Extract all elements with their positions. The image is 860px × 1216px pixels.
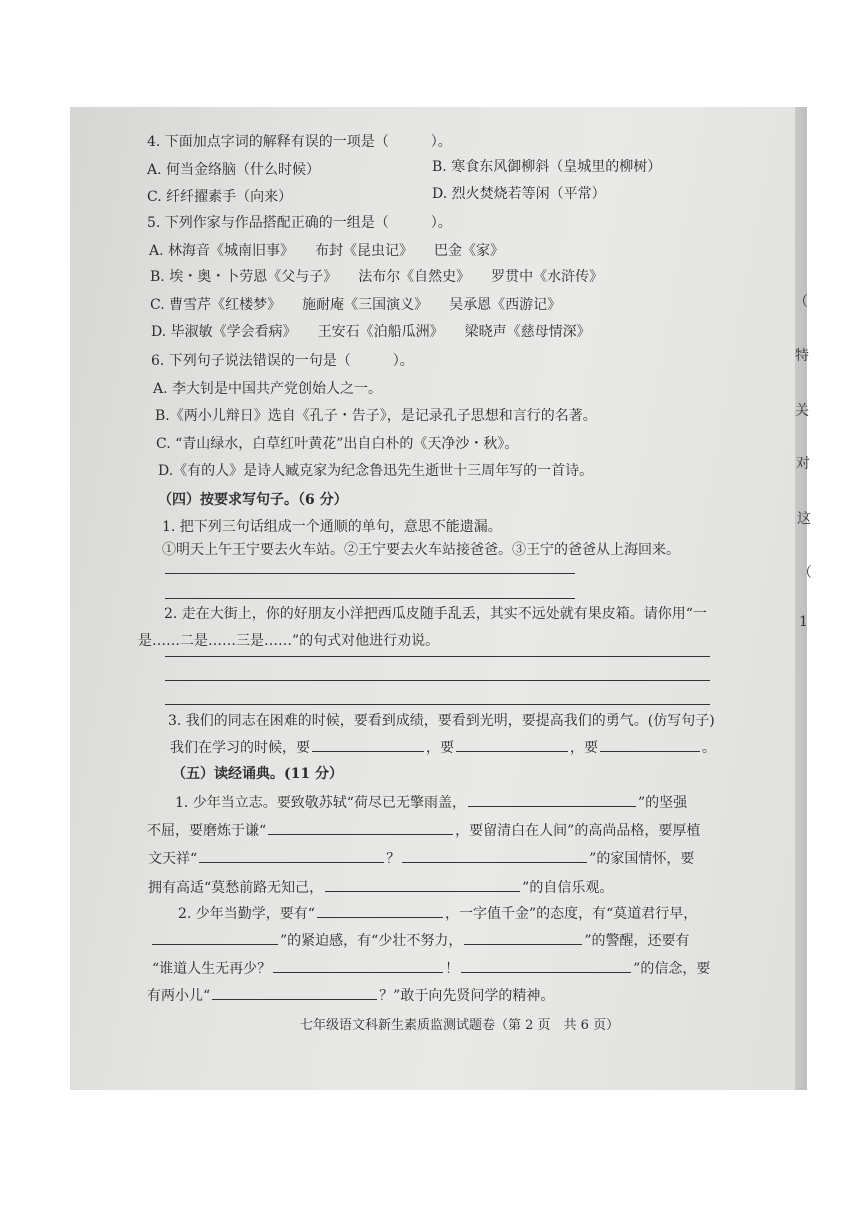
text-segment: ，要留清白在人间”的高尚品格，要厚植 bbox=[455, 823, 701, 839]
answer-line[interactable] bbox=[165, 680, 710, 681]
s5-p1-line3 bbox=[148, 848, 694, 868]
page-edge-shadow bbox=[795, 107, 807, 1090]
s4-q1-stem: 1. 把下列三句话组成一个通顺的单句，意思不能遗漏。 bbox=[162, 519, 502, 535]
fill-blank[interactable] bbox=[464, 930, 582, 945]
text-segment: “谁道人生无再少？ bbox=[152, 961, 272, 977]
answer-line[interactable] bbox=[165, 598, 575, 599]
s4-q1-sentences: ①明天上午王宁要去火车站。②王宁要去火车站接爸爸。③王宁的爸爸从上海回来。 bbox=[162, 542, 680, 558]
text-segment: 有两小儿“ bbox=[147, 988, 211, 1004]
answer-line[interactable] bbox=[165, 573, 575, 574]
margin-char: 关 bbox=[795, 403, 809, 419]
answer-line[interactable] bbox=[165, 656, 710, 657]
text-segment: ”的紧迫感，有“少壮不努力， bbox=[280, 933, 463, 949]
s5-p1-line1 bbox=[175, 792, 687, 812]
q5-stem: 5. 下列作家与作品搭配正确的一组是（ ）。 bbox=[147, 215, 452, 231]
s5-p2-line2 bbox=[150, 930, 690, 950]
text-segment: ”的坚强 bbox=[637, 795, 688, 811]
text-segment: ，要 bbox=[570, 740, 598, 756]
q6-option-c: C. “青山绿水，白草红叶黄花”出自白朴的《天净沙・秋》。 bbox=[156, 436, 519, 452]
text-segment: 拥有高适“莫愁前路无知己， bbox=[148, 880, 324, 896]
answer-line[interactable] bbox=[165, 704, 710, 705]
fill-blank[interactable] bbox=[212, 985, 377, 1000]
margin-char: 对 bbox=[796, 456, 810, 472]
text-segment: ！ bbox=[445, 961, 460, 977]
text-segment: 我们在学习的时候，要 bbox=[170, 740, 310, 756]
s5-p1-line4 bbox=[148, 877, 613, 897]
text-segment: 2. 少年当勤学，要有“ bbox=[178, 906, 315, 922]
margin-char: 这 bbox=[797, 511, 811, 527]
margin-char: （ bbox=[794, 294, 808, 310]
q4-option-b: B. 寒食东风御柳斜（皇城里的柳树） bbox=[432, 159, 662, 175]
text-segment: ，要 bbox=[426, 740, 454, 756]
page-footer: 七年级语文科新生素质监测试题卷（第 2 页 共 6 页） bbox=[300, 1018, 620, 1033]
text-segment: ”的自信乐观。 bbox=[522, 880, 614, 896]
s5-p2-line1 bbox=[178, 903, 697, 923]
text-segment: ，一字值千金”的态度，有“莫道君行早， bbox=[444, 906, 698, 922]
q6-option-a: A. 李大钊是中国共产党创始人之一。 bbox=[153, 381, 383, 397]
fill-blank[interactable] bbox=[317, 903, 443, 918]
fill-blank[interactable] bbox=[402, 848, 587, 863]
fill-blank[interactable] bbox=[456, 737, 568, 752]
fill-blank[interactable] bbox=[152, 930, 278, 945]
s4-q2-line1: 2. 走在大街上，你的好朋友小洋把西瓜皮随手乱丢，其实不远处就有果皮箱。请你用“一 bbox=[164, 606, 707, 622]
s5-p2-line4 bbox=[147, 985, 554, 1005]
text-segment: ？ bbox=[386, 851, 401, 867]
fill-blank[interactable] bbox=[600, 737, 700, 752]
text-segment: ？”敢于向先贤问学的精神。 bbox=[379, 988, 555, 1004]
text-segment: 文天祥“ bbox=[148, 851, 198, 867]
fill-blank[interactable] bbox=[468, 792, 636, 807]
q5-option-d: D. 毕淑敏《学会看病》 王安石《泊船瓜洲》 梁晓声《慈母情深》 bbox=[151, 324, 591, 340]
text-segment: 1. 少年当立志。要致敬苏轼“荷尽已无擎雨盖， bbox=[175, 795, 466, 811]
s4-q2-line2: 是……二是……三是……”的句式对他进行劝说。 bbox=[138, 633, 440, 649]
text-segment: 不屈，要磨炼于谦“ bbox=[147, 823, 267, 839]
q6-stem: 6. 下列句子说法错误的一句是（ ）。 bbox=[151, 353, 414, 369]
margin-char: 1 bbox=[799, 614, 808, 630]
s4-q3-imitation bbox=[170, 737, 716, 757]
q4-option-d: D. 烈火焚烧若等闲（平常） bbox=[432, 186, 606, 202]
fill-blank[interactable] bbox=[312, 737, 424, 752]
section-5-title: （五）读经诵典。(11 分） bbox=[172, 766, 343, 782]
q4-option-a: A. 何当金络脑（什么时候） bbox=[147, 162, 321, 178]
s4-q3-stem: 3. 我们的同志在困难的时候，要看到成绩，要看到光明，要提高我们的勇气。(仿写句子) bbox=[168, 713, 715, 729]
fill-blank[interactable] bbox=[268, 820, 453, 835]
q5-option-b: B. 埃・奥・卜劳恩《父与子》 法布尔《自然史》 罗贯中《水浒传》 bbox=[150, 269, 604, 285]
text-segment: ”的家国情怀，要 bbox=[589, 851, 695, 867]
q5-option-a: A. 林海音《城南旧事》 布封《昆虫记》 巴金《家》 bbox=[149, 243, 505, 259]
s5-p2-line3 bbox=[152, 958, 710, 978]
q4-stem: 4. 下面加点字词的解释有误的一项是（ ）。 bbox=[147, 134, 452, 150]
section-4-title: （四）按要求写句子。（6 分） bbox=[158, 492, 348, 508]
q4-option-c: C. 纤纤擢素手（向来） bbox=[147, 189, 293, 205]
q6-option-b: B.《两小儿辩日》选自《孔子・告子》，是记录孔子思想和言行的名著。 bbox=[155, 408, 597, 424]
q6-option-d: D.《有的人》是诗人臧克家为纪念鲁迅先生逝世十三周年写的一首诗。 bbox=[158, 463, 594, 479]
fill-blank[interactable] bbox=[325, 877, 520, 892]
text-segment: 。 bbox=[702, 740, 716, 756]
fill-blank[interactable] bbox=[273, 958, 443, 973]
fill-blank[interactable] bbox=[461, 958, 631, 973]
margin-char: （ bbox=[798, 565, 812, 581]
q5-option-c: C. 曹雪芹《红楼梦》 施耐庵《三国演义》 吴承恩《西游记》 bbox=[150, 297, 562, 313]
s5-p1-line2 bbox=[147, 820, 700, 840]
fill-blank[interactable] bbox=[199, 848, 384, 863]
margin-char: 特 bbox=[795, 348, 809, 364]
text-segment: ”的信念，要 bbox=[633, 961, 711, 977]
text-segment: ”的警醒，还要有 bbox=[584, 933, 690, 949]
